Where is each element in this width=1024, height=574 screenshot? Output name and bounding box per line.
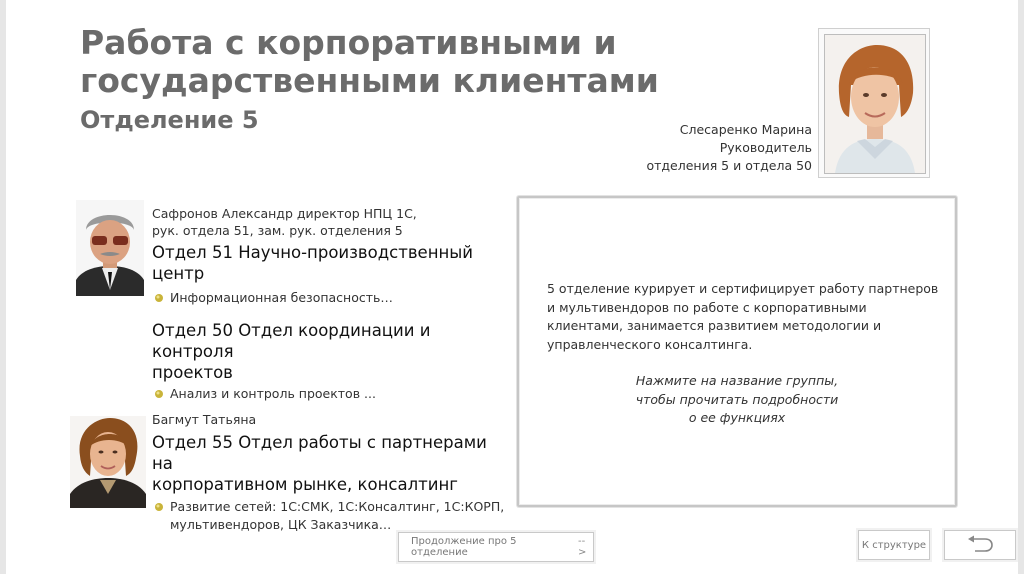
hint-line-2: чтобы прочитать подробности xyxy=(635,391,839,407)
department-51-functions xyxy=(152,289,512,307)
head-role-line-2: отделения 5 и отдела 50 xyxy=(646,158,812,173)
person-photo-bagmut xyxy=(70,416,146,508)
head-photo xyxy=(824,34,926,174)
continue-label: Продолжение про 5 отделение xyxy=(411,536,517,558)
person-name: Багмут Татьяна xyxy=(152,412,257,427)
info-panel xyxy=(517,196,957,507)
head-photo-frame xyxy=(818,28,930,178)
department-55-link[interactable] xyxy=(152,432,512,495)
person-photo-safronov xyxy=(76,200,144,296)
department-51-link[interactable]: Отдел 51 Научно-производственный центр xyxy=(152,243,474,283)
head-caption xyxy=(646,121,812,175)
department-55 xyxy=(152,411,512,534)
info-description: 5 отделение курирует и сертифицирует работу партнеров и мультивендоров по работе с корпоративными клиентами, занимается развитием методологии и управленческого консалтинга. xyxy=(547,281,939,352)
department-51 xyxy=(152,205,512,307)
back-button[interactable] xyxy=(944,530,1016,560)
title-line-1: Работа с корпоративными и xyxy=(80,23,617,62)
department-55-title-line-2: корпоративном рынке, консалтинг xyxy=(152,475,458,494)
to-structure-label: К структуре xyxy=(861,539,927,551)
bullet-icon xyxy=(154,293,164,303)
department-50-title-line-2: проектов xyxy=(152,363,233,382)
info-hint xyxy=(519,372,955,428)
department-50-functions-text: Анализ и контроль проектов ... xyxy=(170,386,376,401)
department-51-functions-text: Информационная безопасность… xyxy=(170,290,393,305)
to-structure-button[interactable] xyxy=(858,530,930,560)
head-role-line-1: Руководитель xyxy=(719,140,812,155)
department-50 xyxy=(152,320,512,403)
person-line-2: рук. отдела 51, зам. рук. отделения 5 xyxy=(152,223,403,238)
department-50-link[interactable] xyxy=(152,320,512,383)
left-edge-bar xyxy=(0,0,6,574)
bullet-icon xyxy=(154,502,164,512)
person-line-1: Сафронов Александр директор НПЦ 1С, xyxy=(152,206,417,221)
right-edge-bar xyxy=(1018,0,1024,574)
functions-line-2: мультивендоров, ЦК Заказчика… xyxy=(170,517,392,532)
department-55-title-line-1: Отдел 55 Отдел работы с партнерами на xyxy=(152,433,487,473)
head-name: Слесаренко Марина xyxy=(679,122,812,137)
continue-button[interactable] xyxy=(398,532,594,562)
return-arrow-icon xyxy=(965,535,995,556)
department-51-person xyxy=(152,205,512,239)
department-50-functions xyxy=(152,385,512,403)
department-55-functions xyxy=(152,498,512,534)
hint-line-1: Нажмите на название группы, xyxy=(635,373,839,388)
page-subtitle: Отделение 5 xyxy=(80,106,259,134)
title-line-2: государственными клиентами xyxy=(80,61,659,100)
department-55-functions-text xyxy=(170,498,504,534)
hint-line-3: о ее функциях xyxy=(688,410,786,425)
functions-line-1: Развитие сетей: 1С:СМК, 1С:Консалтинг, 1С:КОРП, xyxy=(170,499,505,514)
page-title xyxy=(80,24,659,136)
continue-arrow-icon: --> xyxy=(578,536,587,558)
department-55-person xyxy=(152,411,512,428)
department-50-title-line-1: Отдел 50 Отдел координации и контроля xyxy=(152,321,431,361)
bullet-icon xyxy=(154,389,164,399)
